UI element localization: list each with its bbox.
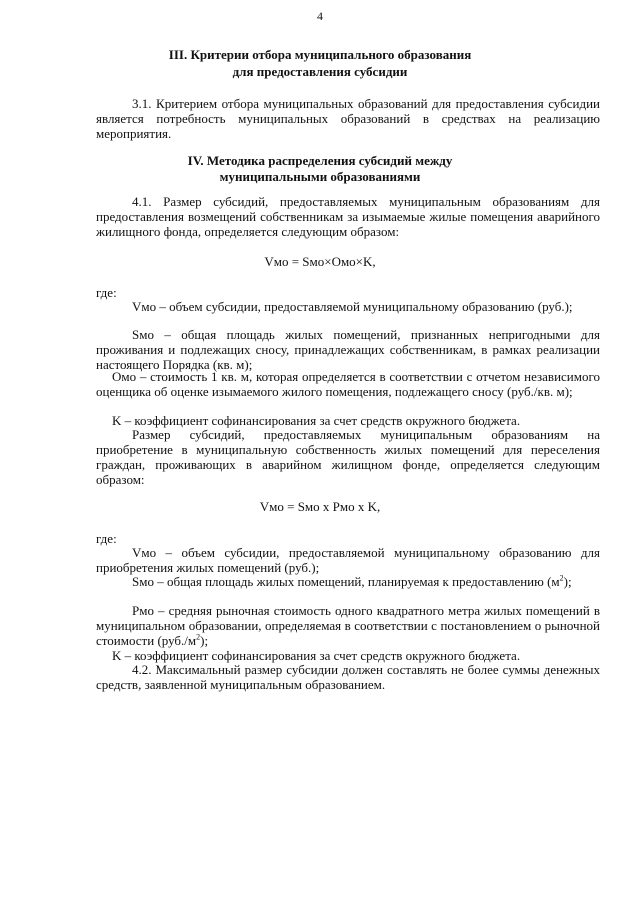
paragraph-4-1: 4.1. Размер субсидий, предоставляемых муниципальным образованиям для предоставления возмещений собственникам за изымаемые жилые помещения аварийного жилищного фонда, определяется следующим образом: — [96, 194, 600, 239]
definition-1-o: Омо – стоимость 1 кв. м, которая определяется в соответствии с отчетом независимого оценщика об оценке изымаемого жилого помещения, подлежащего сносу (руб./кв. м); — [96, 369, 600, 399]
superscript-2: 2 — [196, 632, 201, 642]
definition-2-s: Sмо – общая площадь жилых помещений, планируемая к предоставлению $(м^2)$; — [132, 573, 572, 589]
where-label-2: где: — [96, 531, 117, 546]
definition-2-v: Vмо – объем субсидии, предоставляемой муниципальному образованию для приобретения жилых помещений (руб.); — [96, 545, 600, 575]
definition-1-s: Sмо – общая площадь жилых помещений, признанных непригодными для проживания и подлежащих сносу, принадлежащих собственникам, в рамках реализации настоящего Порядка (кв. м); — [96, 327, 600, 372]
definition-1-v: Vмо – объем субсидии, предоставляемой муниципальному образованию (руб.); — [132, 299, 573, 314]
definition-2-p: Pмо – средняя рыночная стоимость одного квадратного метра жилых помещений в муниципальном образовании, определяемая в соответствии с постановлением о рыночной стоимости $(руб./м^2)$; — [96, 603, 600, 648]
section4-title-line1: IV. Методика распределения субсидий между — [187, 153, 453, 168]
definition-2-k: K – коэффициент софинансирования за счет средств окружного бюджета. — [112, 648, 521, 663]
paragraph-4-2: 4.2. Максимальный размер субсидии должен составлять не более суммы денежных средств, заявленной муниципальным образованием. — [96, 662, 600, 692]
section3-title-line1: III. Критерии отбора муниципального образования — [168, 47, 472, 62]
formula-2: Vмо = Sмо x Pмо x K, — [259, 499, 381, 514]
section4-title-line2: муниципальными образованиями — [219, 169, 421, 184]
section3-title-line2: для предоставления субсидии — [232, 64, 408, 79]
page-number: 4 — [317, 9, 323, 23]
formula-1: Vмо = Sмо×Омо×K, — [264, 254, 376, 269]
paragraph-size-2: Размер субсидий, предоставляемых муниципальным образованиям на приобретение в муниципальную собственность жилых помещений для переселения граждан, проживающих в аварийном жилищном фонде, определяется следующим образом: — [96, 427, 600, 487]
superscript-2: 2 — [559, 573, 564, 583]
where-label-1: где: — [96, 285, 117, 300]
definition-1-k: K – коэффициент софинансирования за счет средств окружного бюджета. — [112, 413, 521, 428]
paragraph-3-1: 3.1. Критерием отбора муниципальных образований для предоставления субсидии является потребность муниципальных образований в средствах на реализацию мероприятия. — [96, 96, 600, 141]
